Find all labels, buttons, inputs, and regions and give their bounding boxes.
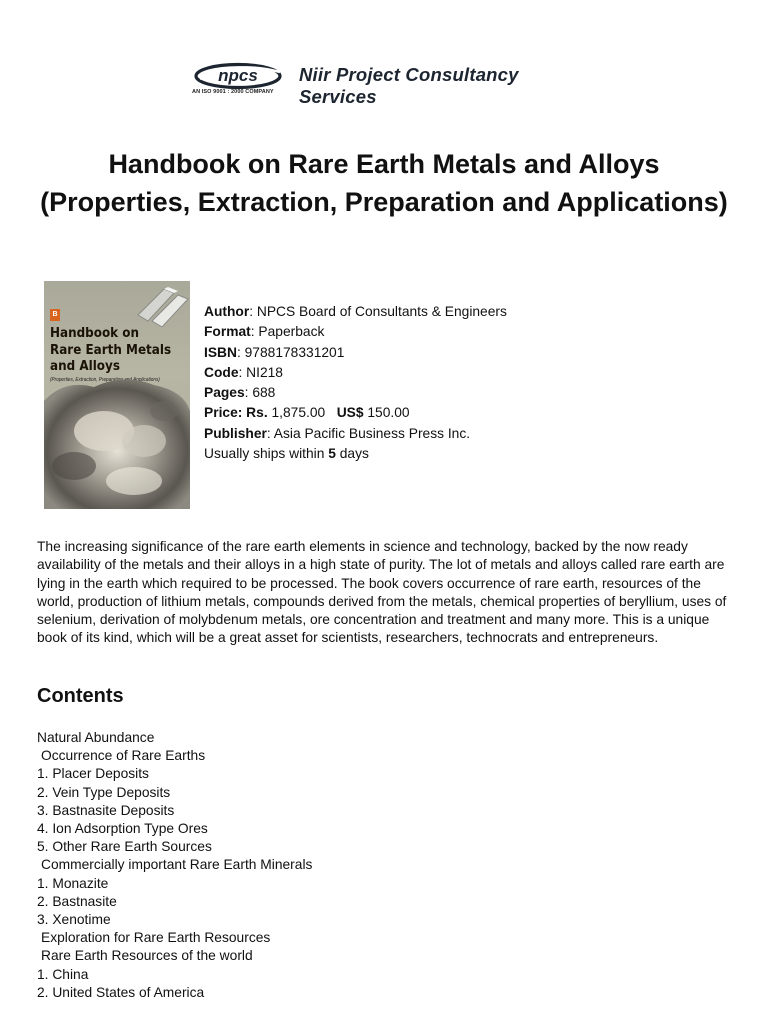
company-name: Niir Project Consultancy Services [299,64,519,107]
ships-days: 5 [328,446,336,462]
contents-item: 5. Other Rare Earth Sources [37,839,212,855]
price-usd-value: 150.00 [363,405,410,421]
metal-bars-icon [134,281,190,327]
logo-caption: AN ISO 9001 : 2000 COMPANY [192,89,274,95]
contents-item: Natural Abundance [37,730,155,745]
book-details [204,302,507,464]
book-description: The increasing significance of the rare earth elements in science and technology, backed by the now ready availability of the metals and their alloys in a high state of purity. The lot of metals and alloys called rare earth are lying in the earth which required to be processed. The book covers occurrence of rare earth, resources of the world, production of lithium metals, compounds derived from the metals, chemical properties of beryllium, uses of selenium, derivation of molybdenum metals, ore concentration and treatment and many more. This is a unique book of its kind, which will be a great asset for scientists, researchers, technocrats and entrepreneurs. [37,539,727,646]
isbn-value: : 9788178331201 [236,344,345,360]
price-usd-label: US$ [336,405,364,421]
code-row [204,363,507,383]
format-row [204,322,507,342]
contents-item: 1. Placer Deposits [37,766,149,782]
contents-item: 2. Vein Type Deposits [37,784,171,800]
cover-title: Handbook on Rare Earth Metals and Alloys [50,326,172,374]
publisher-label: Publisher [204,425,267,441]
isbn-row [204,343,507,363]
npcs-logo-icon [194,62,282,90]
contents-item: 1. China [37,966,89,982]
pages-row [204,383,507,403]
rock-image [44,371,190,509]
pages-label: Pages [204,385,245,401]
contents-heading: Contents [37,685,124,707]
contents-item: 2. Bastnasite [37,893,117,909]
contents-item: 4. Ion Adsorption Type Ores [37,821,208,837]
contents-item: 3. Bastnasite Deposits [37,802,175,818]
contents-item: Occurrence of Rare Earths [41,748,206,764]
ships-prefix: Usually ships within [204,446,329,462]
book-cover-image [44,281,190,509]
company-header [192,58,596,107]
cover-badge: B [50,309,60,321]
isbn-label: ISBN [204,344,237,360]
price-row [204,403,507,423]
pages-value: : 688 [244,385,276,401]
contents-item: Commercially important Rare Earth Minerals [41,857,313,873]
price-rs-label: Price: Rs. [204,405,268,421]
publisher-value: : Asia Pacific Business Press Inc. [266,425,471,441]
contents-list [37,729,312,1002]
contents-item: Rare Earth Resources of the world [41,948,253,964]
code-value: : NI218 [238,364,283,380]
book-title: Handbook on Rare Earth Metals and Alloys (Properties, Extraction, Preparation and Applications) [40,149,728,217]
contents-item: 3. Xenotime [37,912,111,928]
author-value: : NPCS Board of Consultants & Engineers [249,304,507,319]
price-rs-value: 1,875.00 [267,405,326,421]
shipping-row [204,444,507,464]
author-label: Author [204,304,250,319]
code-label: Code [204,364,239,380]
logo-text: npcs [218,66,258,85]
contents-item: 2. United States of America [37,984,205,1000]
format-label: Format [204,324,251,340]
cover-subtitle: (Properties, Extraction, Preparation and Applications) [50,377,160,383]
author-row [204,302,507,322]
publisher-row [204,424,507,444]
contents-item: Exploration for Rare Earth Resources [41,930,271,946]
ships-suffix: days [335,446,369,462]
format-value: : Paperback [250,324,325,340]
contents-item: 1. Monazite [37,875,109,891]
